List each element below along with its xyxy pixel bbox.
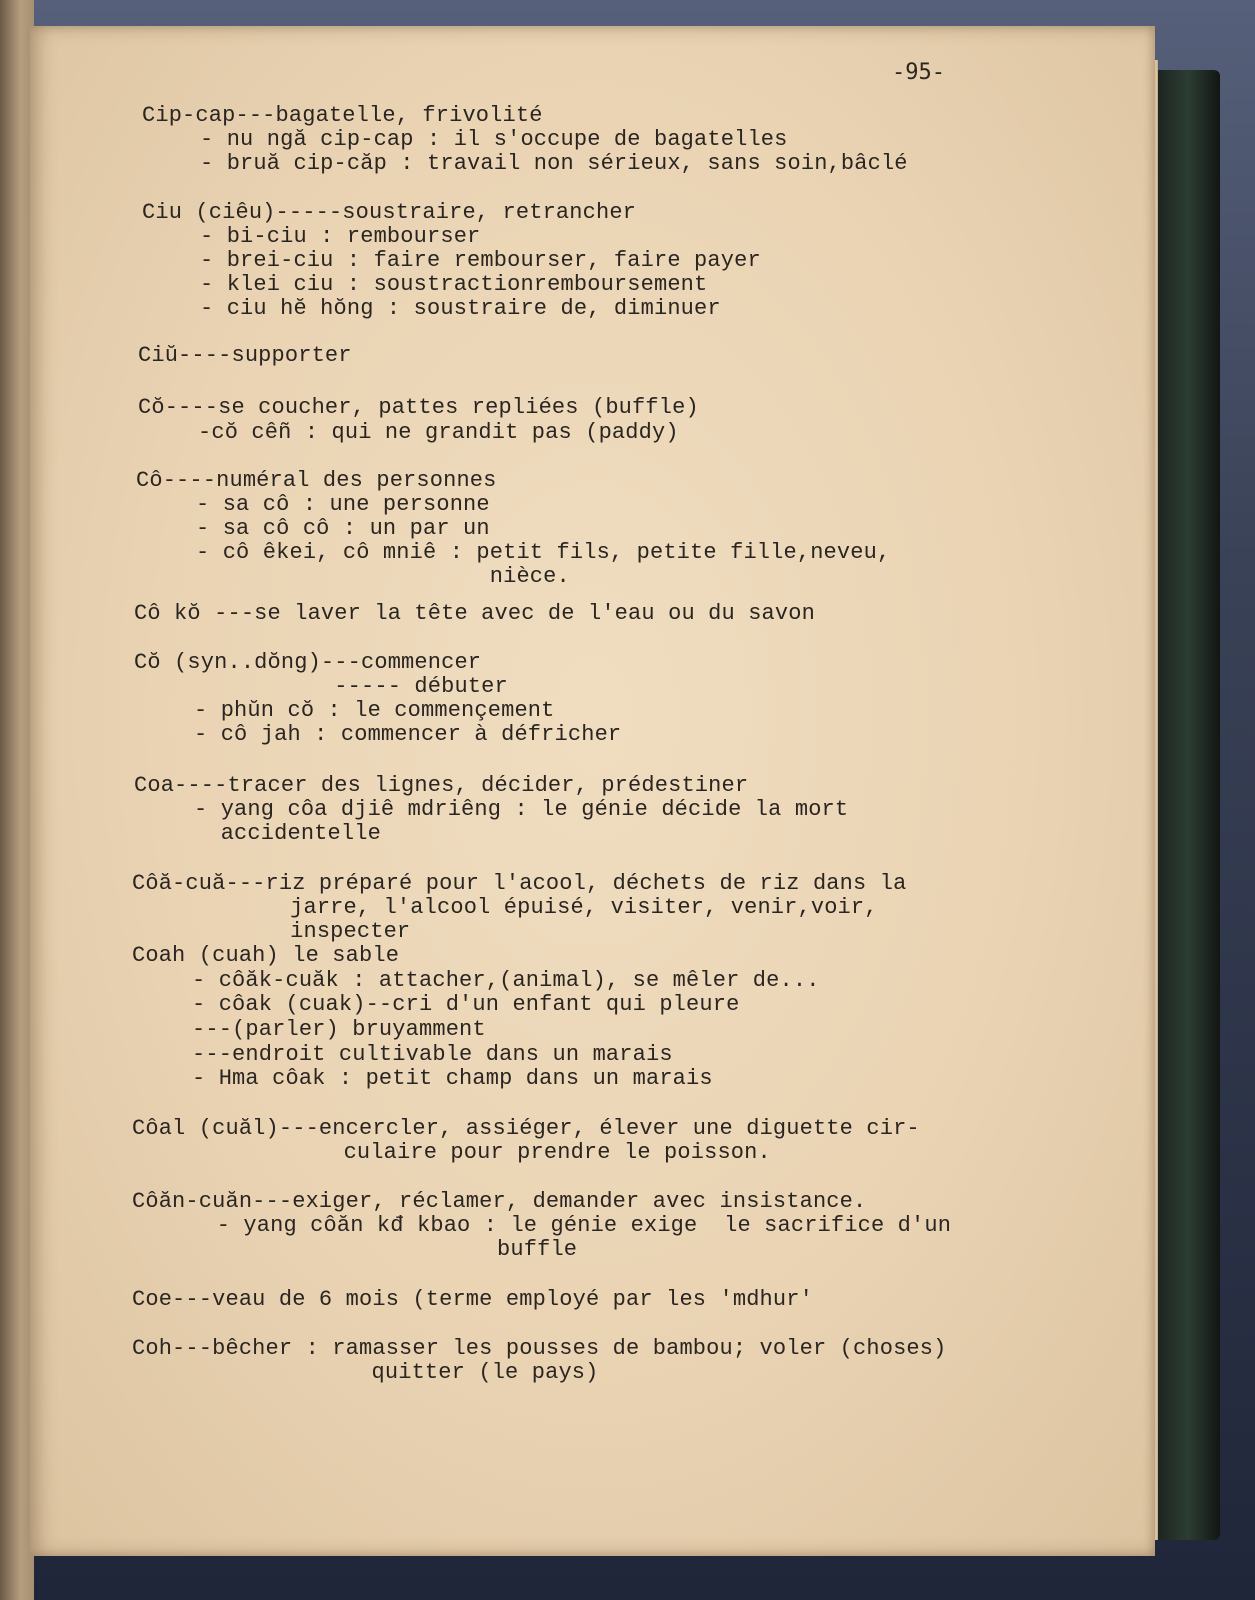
entry-subline: - sa cô : une personne bbox=[196, 492, 490, 517]
entry-subline: -cŏ cêñ : qui ne grandit pas (paddy) bbox=[198, 420, 679, 445]
entry-headword: Coe---veau de 6 mois (terme employé par les 'mdhur' bbox=[132, 1287, 813, 1312]
entry-subline: - brei-ciu : faire rembourser, faire payer bbox=[200, 248, 761, 273]
entry-subline: nièce. bbox=[196, 564, 570, 589]
entry-subline: ---(parler) bruyamment bbox=[192, 1017, 486, 1042]
dictionary-page bbox=[30, 26, 1155, 1556]
entry-headword: Ciu (ciêu)-----soustraire, retrancher bbox=[142, 200, 637, 225]
entry-subline: accidentelle bbox=[194, 821, 381, 846]
entry-headword: Coah (cuah) le sable bbox=[132, 943, 400, 968]
entry-headword: Ciŭ----supporter bbox=[138, 343, 352, 368]
entry-headword: Côal (cuăl)---encercler, assiéger, élever une diguette cir- bbox=[132, 1116, 920, 1141]
entry-subline: - klei ciu : soustractionremboursement bbox=[200, 272, 708, 297]
entry-subline: ----- débuter bbox=[134, 674, 508, 699]
entry-headword: Cô----numéral des personnes bbox=[136, 468, 497, 493]
entry-subline: - sa cô cô : un par un bbox=[196, 516, 490, 541]
entry-subline: - yang côăn kđ kbao : le génie exige le sacrifice d'un bbox=[190, 1213, 952, 1238]
entry-subline: - côak (cuak)--cri d'un enfant qui pleure bbox=[192, 992, 740, 1017]
entry-headword: Cŏ----se coucher, pattes repliées (buffle) bbox=[138, 395, 699, 420]
entry-subline: jarre, l'alcool épuisé, visiter, venir,voir, bbox=[210, 895, 878, 920]
entry-subline: inspecter bbox=[210, 919, 411, 944]
entry-subline: - phŭn cŏ : le commençement bbox=[194, 698, 555, 723]
page-number: -95- bbox=[892, 60, 945, 85]
entry-headword: Coh---bêcher : ramasser les pousses de bambou; voler (choses) bbox=[132, 1336, 947, 1361]
entry-subline: culaire pour prendre le poisson. bbox=[170, 1140, 771, 1165]
entry-headword: Coa----tracer des lignes, décider, prédestiner bbox=[134, 773, 749, 798]
entry-subline: - yang côa djiê mdriêng : le génie décide la mort bbox=[194, 797, 849, 822]
entry-subline: - Hma côak : petit champ dans un marais bbox=[192, 1066, 713, 1091]
entry-headword: Côă-cuă---riz préparé pour l'acool, déchets de riz dans la bbox=[132, 871, 907, 896]
entry-headword: Cô kŏ ---se laver la tête avec de l'eau ou du savon bbox=[134, 601, 815, 626]
entry-subline: - cô jah : commencer à défricher bbox=[194, 722, 622, 747]
entry-subline: ---endroit cultivable dans un marais bbox=[192, 1042, 673, 1067]
entry-subline: - ciu hĕ hŏng : soustraire de, diminuer bbox=[200, 296, 721, 321]
entry-subline: buffle bbox=[230, 1237, 578, 1262]
entry-headword: Cip-cap---bagatelle, frivolité bbox=[142, 103, 543, 128]
entry-subline: - bi-ciu : rembourser bbox=[200, 224, 481, 249]
facing-page-edge bbox=[0, 0, 34, 1600]
entry-subline: - nu ngă cip-cap : il s'occupe de bagatelles bbox=[200, 127, 788, 152]
entry-subline: - cô êkei, cô mniê : petit fils, petite fille,neveu, bbox=[196, 540, 891, 565]
entry-subline: - côăk-cuăk : attacher,(animal), se mêler de... bbox=[192, 968, 820, 993]
entry-headword: Côăn-cuăn---exiger, réclamer, demander avec insistance. bbox=[132, 1189, 867, 1214]
entry-subline: - bruă cip-căp : travail non sérieux, sans soin,bâclé bbox=[200, 151, 908, 176]
entry-subline: quitter (le pays) bbox=[238, 1360, 599, 1385]
entry-headword: Cŏ (syn..dŏng)---commencer bbox=[134, 650, 482, 675]
